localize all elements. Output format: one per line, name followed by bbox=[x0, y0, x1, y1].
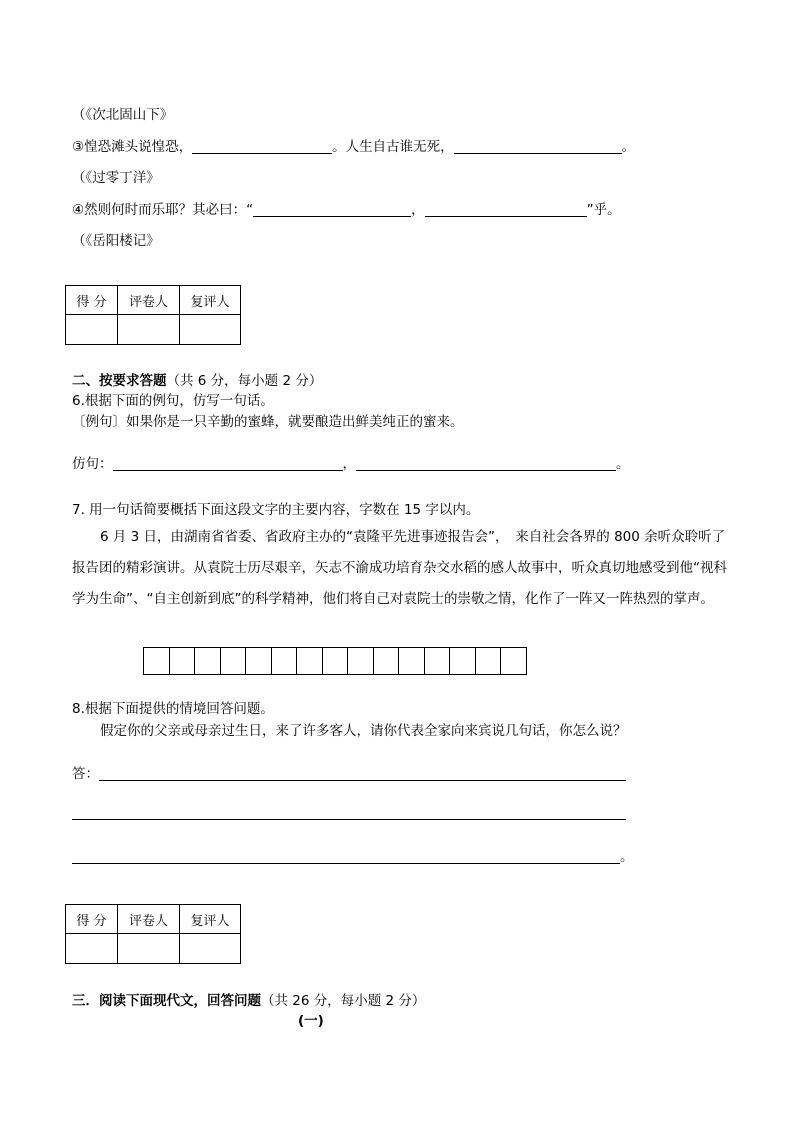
grid-cell[interactable] bbox=[374, 648, 400, 674]
q8-answer-line-3 bbox=[72, 845, 634, 865]
grid-cell[interactable] bbox=[144, 648, 170, 674]
line3-blank-2[interactable] bbox=[454, 139, 622, 154]
grid-cell[interactable] bbox=[425, 648, 451, 674]
q8-blank-3[interactable] bbox=[72, 849, 620, 864]
q7-answer-grid[interactable] bbox=[143, 647, 527, 675]
grid-cell[interactable] bbox=[450, 648, 476, 674]
q8-answer-line-2 bbox=[72, 805, 626, 821]
line3-middle: 。人生自古谁无死， bbox=[332, 139, 454, 155]
q6-blank-1[interactable] bbox=[113, 456, 343, 471]
q8-answer-label: 答： bbox=[72, 766, 99, 782]
q8-end: 。 bbox=[620, 849, 634, 865]
score-cell[interactable] bbox=[66, 934, 118, 964]
grid-cell[interactable] bbox=[399, 648, 425, 674]
grid-cell[interactable] bbox=[501, 648, 527, 674]
q8-title: 8.根据下面提供的情境回答问题。 bbox=[72, 701, 274, 717]
q8-blank-2[interactable] bbox=[72, 805, 626, 820]
line4-comma: ， bbox=[411, 202, 425, 218]
line4-prefix: ④然则何时而乐耶？其必曰：“ bbox=[72, 202, 254, 218]
line4-end: ”乎。 bbox=[586, 202, 621, 218]
section-3-title: 三．阅读下面现代文，回答问题 bbox=[72, 993, 261, 1009]
score-header: 得 分 bbox=[66, 286, 118, 315]
grid-cell[interactable] bbox=[246, 648, 272, 674]
section-2-title: 二、按要求答题 bbox=[72, 373, 167, 389]
grid-cell[interactable] bbox=[272, 648, 298, 674]
source-yue-yang-lou-ji: （《岳阳楼记》 bbox=[72, 233, 160, 249]
source-guo-ling-ding-yang: （《过零丁洋》 bbox=[72, 170, 160, 186]
q6-answer-line bbox=[72, 452, 630, 472]
grid-cell[interactable] bbox=[476, 648, 502, 674]
reviewer-cell[interactable] bbox=[180, 315, 241, 345]
poetry-line-4 bbox=[72, 198, 621, 218]
poetry-line-3 bbox=[72, 135, 635, 155]
section-2-note: （共 6 分，每小题 2 分） bbox=[166, 373, 323, 389]
grid-cell[interactable] bbox=[195, 648, 221, 674]
q6-end: 。 bbox=[616, 456, 630, 472]
source-ci-bei-gu-shan-xia: （《次北固山下》 bbox=[72, 107, 174, 123]
q6-comma: ， bbox=[342, 456, 356, 472]
grid-cell[interactable] bbox=[297, 648, 323, 674]
line3-end: 。 bbox=[621, 139, 636, 155]
q6-blank-2[interactable] bbox=[356, 456, 616, 471]
reviewer-header: 复评人 bbox=[180, 286, 241, 315]
grader-cell[interactable] bbox=[118, 934, 180, 964]
q7-title: 7. 用一句话简要概括下面这段文字的主要内容，字数在 15 字以内。 bbox=[72, 502, 480, 518]
q8-prompt: 假定你的父亲或母亲过生日，来了许多客人，请你代表全家向来宾说几句话，你怎么说？ bbox=[100, 723, 627, 739]
q6-answer-label: 仿句： bbox=[72, 456, 113, 472]
q6-example: 〔例句〕如果你是一只辛勤的蜜蜂，就要酿造出鲜美纯正的蜜来。 bbox=[72, 414, 464, 430]
line3-blank-1[interactable] bbox=[192, 139, 332, 154]
grader-cell[interactable] bbox=[118, 315, 180, 345]
score-table-1 bbox=[65, 285, 241, 345]
grader-header: 评卷人 bbox=[118, 286, 180, 315]
grid-cell[interactable] bbox=[221, 648, 247, 674]
score-header: 得 分 bbox=[66, 905, 118, 934]
section-3-subheading: (一) bbox=[298, 1013, 324, 1029]
q8-answer-line-1 bbox=[72, 762, 626, 782]
section-3-note: （共 26 分，每小题 2 分） bbox=[261, 993, 426, 1009]
grid-cell[interactable] bbox=[348, 648, 374, 674]
q6-title: 6.根据下面的例句，仿写一句话。 bbox=[72, 393, 274, 409]
q8-blank-1[interactable] bbox=[99, 766, 626, 781]
score-cell[interactable] bbox=[66, 315, 118, 345]
grader-header: 评卷人 bbox=[118, 905, 180, 934]
section-3-heading bbox=[72, 989, 425, 1009]
line4-blank-2[interactable] bbox=[425, 202, 587, 217]
q7-passage: 6 月 3 日，由湖南省省委、省政府主办的“袁隆平先进事迹报告会”， 来自社会各界的 800 余听众聆听了报告团的精彩演讲。从袁院士历尽艰辛，矢志不渝成功培育杂交水稻的感人故事中，听众真切地感受到他“视科学为生命”、“自主创新到底”的科学精神，他们将自己对袁院士的崇敬之情，化作了一阵又一阵热烈的掌声。 bbox=[72, 529, 727, 607]
score-table-2 bbox=[65, 904, 241, 964]
grid-cell[interactable] bbox=[323, 648, 349, 674]
section-2-heading bbox=[72, 369, 322, 389]
reviewer-header: 复评人 bbox=[180, 905, 241, 934]
line4-blank-1[interactable] bbox=[253, 202, 411, 217]
grid-cell[interactable] bbox=[170, 648, 196, 674]
line3-prefix: ③惶恐滩头说惶恐， bbox=[72, 139, 193, 155]
reviewer-cell[interactable] bbox=[180, 934, 241, 964]
